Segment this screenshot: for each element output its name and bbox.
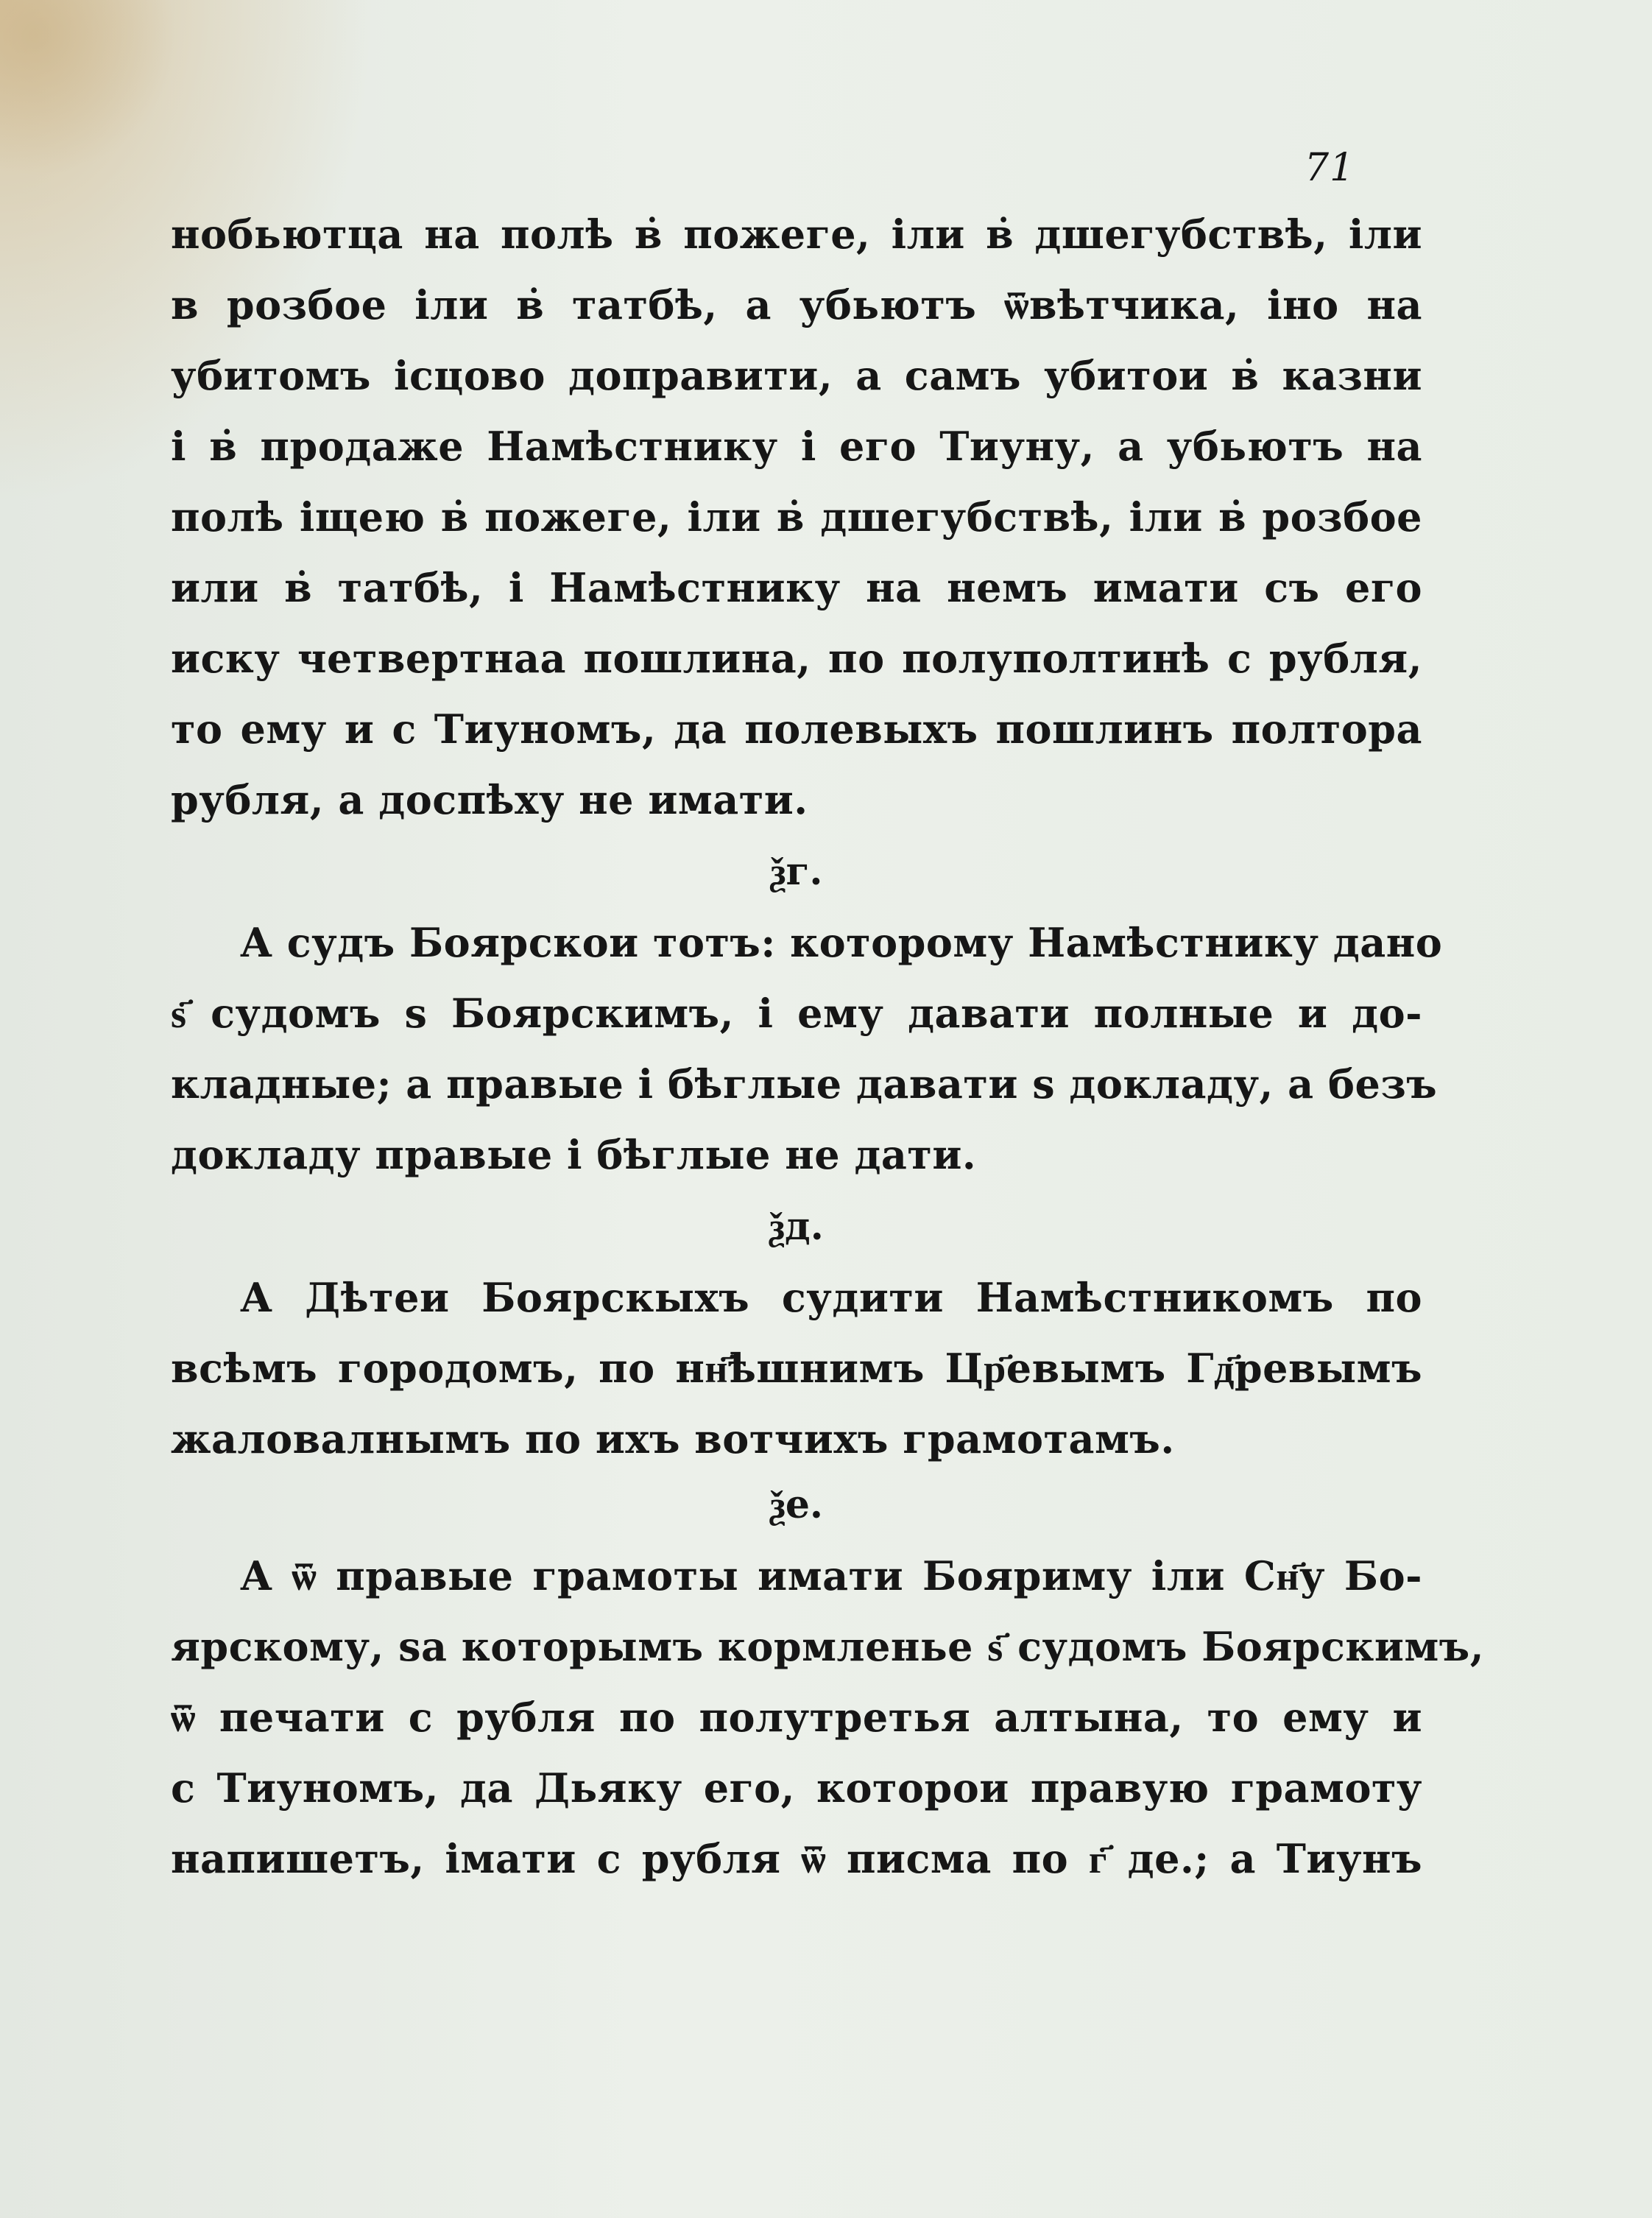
text-line: или в̇ татбѣ, і Намѣстнику на немъ имати съ его: [171, 564, 1422, 611]
text-line: ѿ печати с рубля по полутретья алтына, то ему и: [171, 1694, 1422, 1741]
text-line: с Тиуномъ, да Дьяку его, которои правую грамоту: [171, 1764, 1422, 1812]
section-heading: ѯе.: [769, 1482, 824, 1527]
text-line: рубля, а доспѣху не имати.: [171, 776, 808, 823]
text-line: ярскому, ѕа которымъ кормленье ѕ҃ судомъ Боярскимъ,: [171, 1623, 1485, 1670]
section-heading: ѯг.: [770, 849, 823, 894]
text-line: напишетъ, імати с рубля ѿ писма по г҃ де.; а Тиунъ: [171, 1835, 1422, 1882]
text-line: то ему и с Тиуномъ, да полевыхъ пошлинъ полтора: [171, 705, 1422, 753]
text-line: всѣмъ городомъ, по нн҃ѣшнимъ Цр҃евымъ Гд҃ревымъ: [171, 1345, 1422, 1392]
section-64: [171, 1191, 1422, 1474]
text-line: А Дѣтеи Боярскыхъ судити Намѣстникомъ по: [240, 1274, 1422, 1321]
text-line: кладные; а правые і бѣглые давати ѕ докладу, а безъ: [171, 1060, 1438, 1108]
section-65: [171, 1470, 1485, 1894]
section-63: [171, 837, 1443, 1190]
text-line: А судъ Боярскои тотъ: которому Намѣстнику дано: [240, 919, 1443, 966]
page-number: 71: [1305, 146, 1355, 190]
text-line: А ѿ правые грамоты имати Бояриму іли Сн҃у Бо-: [240, 1552, 1422, 1599]
text-line: нобьютца на полѣ в̇ пожеге, іли в̇ дшегубствѣ, іли: [171, 211, 1422, 258]
text-line: в розбое іли в̇ татбѣ, а убьютъ ѿвѣтчика, іно на: [171, 281, 1422, 328]
paragraph-continuation: [171, 199, 1422, 835]
text-line: убитомъ ісцово доправити, а самъ убитои в̇ казни: [171, 352, 1422, 399]
section-heading: ѯд.: [769, 1204, 824, 1249]
text-line: докладу правые і бѣглые не дати.: [171, 1131, 977, 1178]
text-line: жаловалнымъ по ихъ вотчихъ грамотамъ.: [171, 1415, 1175, 1462]
paper-stain: [0, 0, 177, 177]
text-line: ѕ҃ судомъ ѕ Боярскимъ, і ему давати полные и до-: [171, 990, 1422, 1037]
text-line: і в̇ продаже Намѣстнику і его Тиуну, а убьютъ на: [171, 423, 1422, 470]
text-line: иску четвертнаа пошлина, по полуполтинѣ с рубля,: [171, 635, 1422, 682]
text-line: полѣ іщею в̇ пожеге, іли в̇ дшегубствѣ, іли в̇ розбое: [171, 493, 1422, 541]
